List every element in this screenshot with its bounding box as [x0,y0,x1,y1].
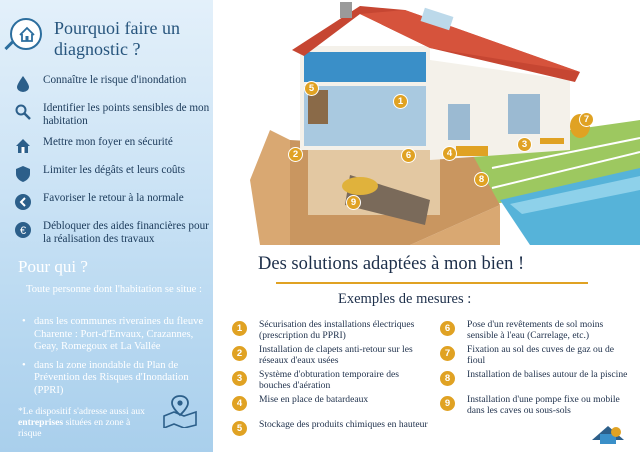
measure-item: 9 Installation d'une pompe fixe ou mobile dans les caves ou sous-sols [440,395,632,420]
benefit-item: Mettre mon foyer en sécurité [14,136,210,155]
euro-coins-icon [14,221,32,239]
measure-number: 6 [440,321,455,336]
pour-qui-title: Pour qui ? [18,257,88,276]
measures-list-left [232,320,432,445]
measures-list-right [440,320,632,420]
measure-number: 4 [232,396,247,411]
measure-number: 9 [440,396,455,411]
marker-6: 6 [401,148,416,163]
footnote: *Le dispositif s'adresse aussi aux entreprises situées en zone à risque [18,406,145,439]
measure-item: 1 Sécurisation des installations électriques (prescription du PPRI) [232,320,432,345]
svg-text:€: € [19,225,27,237]
marker-9: 9 [346,195,361,210]
marker-2: 2 [288,147,303,162]
back-arrow-icon [14,193,32,211]
diagnostic-title: Pourquoi faire un diagnostic ? [54,18,180,59]
benefit-item: Limiter les dégâts et leurs coûts [14,164,210,183]
measures-subheading: Exemples de mesures : [338,291,472,307]
benefit-item: Connaître le risque d'inondation [14,74,210,93]
map-pin-icon [160,394,200,428]
benefits-list [14,74,210,254]
marker-4: 4 [442,146,457,161]
marker-5: 5 [304,81,319,96]
measure-number: 2 [232,346,247,361]
measure-item: 8 Installation de balises autour de la piscine [440,370,632,395]
magnifier-icon [14,103,32,121]
measure-number: 1 [232,321,247,336]
measure-item: 7 Fixation au sol des cuves de gaz ou de fioul [440,345,632,370]
home-safety-icon [14,137,32,155]
left-panel [0,0,213,452]
list-item: • dans la zone inondable du Plan de Prévention des Risques d'Inondation (PPRI) [22,359,189,396]
measure-number: 3 [232,371,247,386]
measure-item: 6 Pose d'un revêtements de sol moins sensible à l'eau (Carrelage, etc.) [440,320,632,345]
marker-1: 1 [393,94,408,109]
measure-item: 2 Installation de clapets anti-retour sur les réseaux d'eaux usées [232,345,432,370]
benefit-item: € Débloquer des aides financières pour la réalisation des travaux [14,220,210,245]
measure-item: 5 Stockage des produits chimiques en hauteur [232,420,432,445]
pour-qui-intro: Toute personne dont l'habitation se situe : [26,284,202,295]
heading-divider [276,282,588,284]
benefit-item: Favoriser le retour à la normale [14,192,210,211]
house-magnifier-icon [10,18,42,50]
water-drop-icon [14,75,32,93]
measure-number: 7 [440,346,455,361]
solutions-heading: Des solutions adaptées à mon bien ! [258,254,525,274]
magnifier-handle [4,41,13,50]
partner-logo [588,420,628,446]
measure-number: 8 [440,371,455,386]
list-item: • dans les communes riveraines du fleuve Charente : Port-d'Envaux, Crazannes, Geay, Romegoux et La Vallée [22,316,204,352]
benefit-item: Identifier les points sensibles de mon habitation [14,102,210,127]
marker-3: 3 [517,137,532,152]
marker-8: 8 [474,172,489,187]
measure-number: 5 [232,421,247,436]
measure-item: 4 Mise en place de batardeaux [232,395,432,420]
marker-7: 7 [579,112,594,127]
measure-item: 3 Système d'obturation temporaire des bouches d'aération [232,370,432,395]
shield-icon [14,165,32,183]
pour-qui-list [22,316,208,403]
house-cutaway-illustration [230,0,640,245]
